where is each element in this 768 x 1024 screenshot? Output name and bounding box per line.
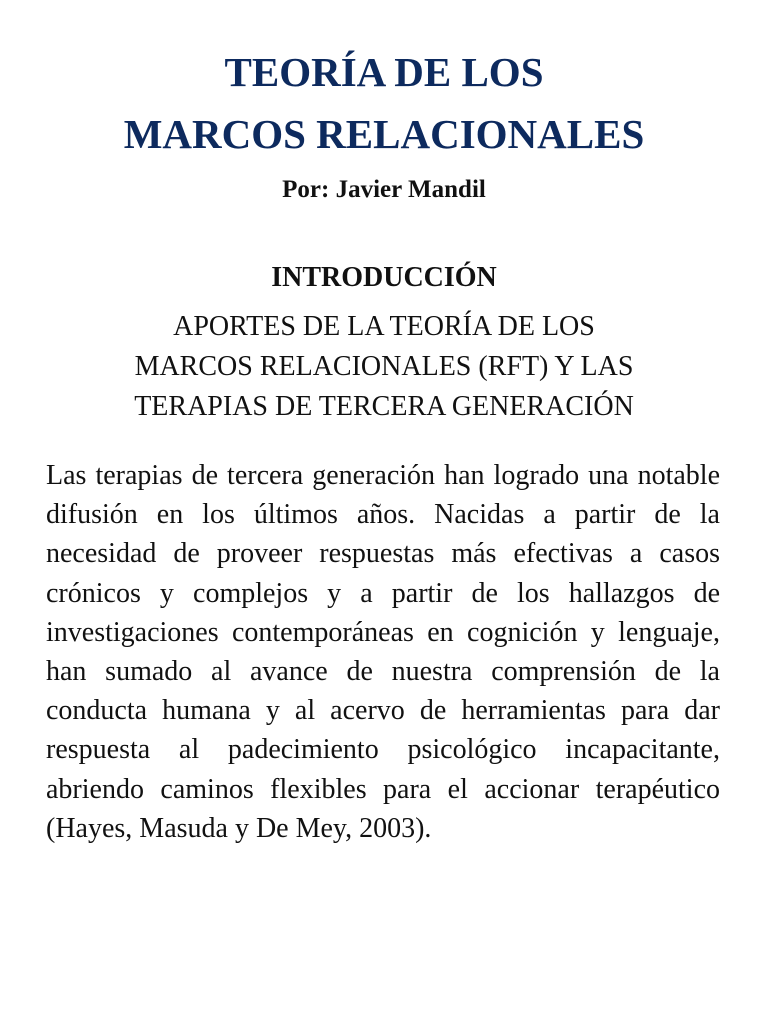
- document-title-line-2: MARCOS RELACIONALES: [123, 111, 645, 157]
- document-title-line-1: TEORÍA DE LOS: [224, 49, 544, 95]
- subtitle-line-1: APORTES DE LA TEORÍA DE LOS: [173, 311, 595, 342]
- section-heading: INTRODUCCIÓN: [271, 262, 497, 293]
- subtitle-line-3: TERAPIAS DE TERCERA GENERACIÓN: [134, 391, 634, 422]
- subtitle-line-2: MARCOS RELACIONALES (RFT) Y LAS: [134, 351, 634, 382]
- author-byline: Por: Javier Mandil: [282, 176, 486, 203]
- body-paragraph: Las terapias de tercera generación han logrado una notable difusión en los últimos años. Nacidas a partir de la necesidad de proveer respuestas más efectivas a casos crónicos y complejos y a partir de los hallazgos de investigaciones contemporáneas en cognición y lenguaje, han sumado al avance de nuestra comprensión de la conducta humana y al acervo de herramientas para dar respuesta al padecimiento psicológico incapacitante, abriendo caminos flexibles para el accionar terapéutico (Hayes, Masuda y De Mey, 2003).: [46, 460, 720, 844]
